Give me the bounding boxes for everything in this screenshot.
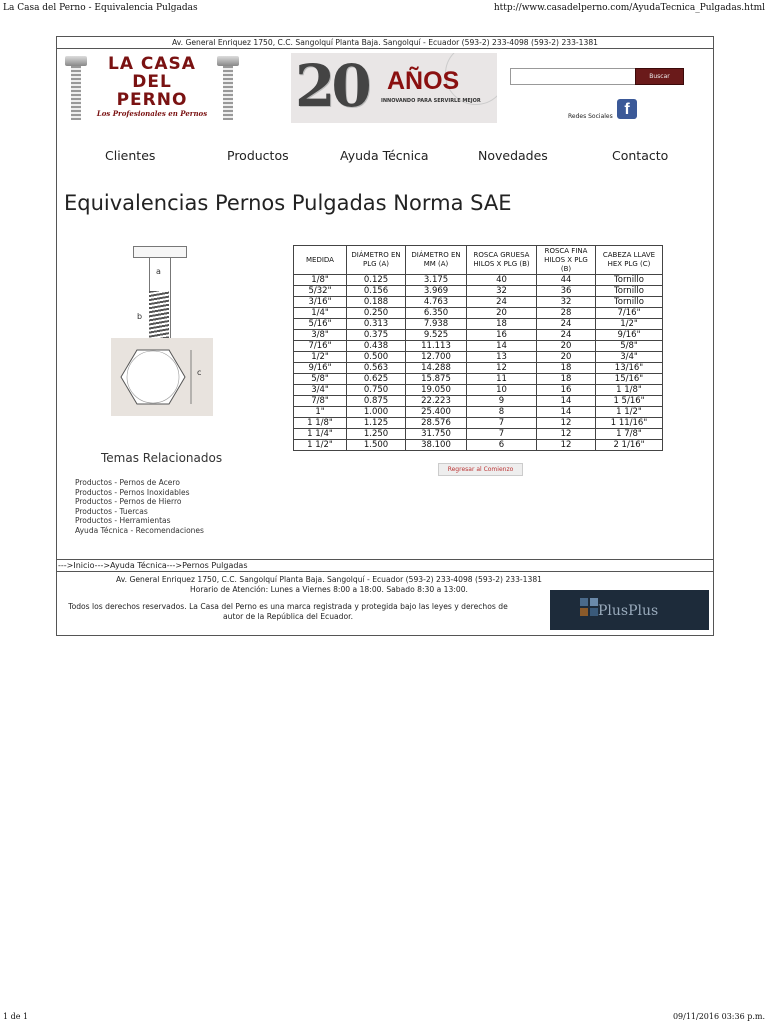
table-cell: Tornillo [596, 297, 663, 308]
print-url: http://www.casadelperno.com/AyudaTecnica_Pulgadas.html [493, 3, 765, 13]
nav-ayuda-tecnica[interactable]: Ayuda Técnica [340, 148, 429, 163]
table-cell: 0.500 [347, 352, 406, 363]
table-cell: 40 [467, 275, 537, 286]
table-row [294, 363, 663, 374]
table-cell: 1" [294, 407, 347, 418]
footer-address [57, 575, 601, 595]
table-cell: 3/16" [294, 297, 347, 308]
table-cell: 12.700 [406, 352, 467, 363]
table-cell: 1 5/16" [596, 396, 663, 407]
table-cell: 7.938 [406, 319, 467, 330]
logo-line-2: DEL [132, 72, 172, 92]
print-header [0, 0, 768, 16]
table-row [294, 286, 663, 297]
table-row [294, 440, 663, 451]
table-cell: 13 [467, 352, 537, 363]
table-cell: 14 [537, 407, 596, 418]
hex-head-view [111, 338, 213, 416]
table-cell: 0.750 [347, 385, 406, 396]
table-cell: 7 [467, 418, 537, 429]
table-cell: 24 [537, 330, 596, 341]
table-cell: Tornillo [596, 286, 663, 297]
sponsor-logo[interactable] [550, 590, 709, 630]
related-link[interactable]: Productos - Pernos Inoxidables [75, 487, 190, 497]
anniversary-number: 20 [295, 53, 368, 120]
breadcrumb-text[interactable]: --->Inicio--->Ayuda Técnica--->Pernos Pulgadas [58, 561, 248, 570]
table-cell: 20 [537, 352, 596, 363]
table-cell: 6.350 [406, 308, 467, 319]
table-cell: 1.125 [347, 418, 406, 429]
table-cell: 38.100 [406, 440, 467, 451]
table-cell: 3/4" [596, 352, 663, 363]
table-cell: 5/32" [294, 286, 347, 297]
table-cell: 4.763 [406, 297, 467, 308]
table-cell: 7/16" [294, 341, 347, 352]
table-cell: 28 [537, 308, 596, 319]
anniversary-banner [291, 53, 497, 123]
search-button[interactable]: Buscar [635, 68, 684, 85]
table-row [294, 319, 663, 330]
table-row [294, 297, 663, 308]
table-cell: 0.188 [347, 297, 406, 308]
table-cell: 0.313 [347, 319, 406, 330]
footer-address-line: Av. General Enriquez 1750, C.C. Sangolquí Planta Baja. Sangolquí - Ecuador (593-2) 233-4098 (593-2) 233-1381 [116, 575, 542, 584]
related-link[interactable]: Ayuda Técnica - Recomendaciones [75, 525, 204, 535]
logo-square-icon [580, 608, 588, 616]
table-cell: 1 7/8" [596, 429, 663, 440]
table-cell: 1.250 [347, 429, 406, 440]
table-cell: 3.175 [406, 275, 467, 286]
table-cell: 28.576 [406, 418, 467, 429]
print-datetime: 09/11/2016 03:36 p.m. [672, 1012, 765, 1021]
table-cell: 1 1/8" [596, 385, 663, 396]
table-cell: 1 1/2" [294, 440, 347, 451]
table-cell: 11 [467, 374, 537, 385]
table-cell: 0.625 [347, 374, 406, 385]
bolt-icon [217, 56, 239, 120]
table-row [294, 275, 663, 286]
table-cell: 31.750 [406, 429, 467, 440]
anniversary-subtitle: INNOVANDO PARA SERVIRLE MEJOR [381, 98, 481, 104]
related-topics-title: Temas Relacionados [101, 451, 223, 465]
table-cell: 12 [537, 429, 596, 440]
column-header: DIÁMETRO EN MM (A) [406, 246, 467, 275]
related-link[interactable]: Productos - Pernos de Hierro [75, 497, 182, 507]
column-header: ROSCA GRUESA HILOS X PLG (B) [467, 246, 537, 275]
table-cell: 14 [467, 341, 537, 352]
table-cell: 12 [467, 363, 537, 374]
table-cell: 1/2" [596, 319, 663, 330]
bolt-diagram [105, 243, 217, 418]
table-cell: 32 [537, 297, 596, 308]
table-row [294, 418, 663, 429]
table-cell: 20 [467, 308, 537, 319]
table-row [294, 407, 663, 418]
table-cell: 44 [537, 275, 596, 286]
table-cell: 1 1/4" [294, 429, 347, 440]
label-c: c [197, 368, 202, 377]
table-row [294, 308, 663, 319]
table-cell: 3.969 [406, 286, 467, 297]
logo-square-icon [590, 608, 598, 616]
footer-hours: Horario de Atención: Lunes a Viernes 8:00 a 18:00. Sabado 8:30 a 13:00. [190, 585, 468, 594]
bolt-icon [65, 56, 87, 120]
label-a: a [156, 267, 161, 276]
logo-line-1: LA CASA [108, 54, 196, 74]
footer-rights: Todos los derechos reservados. La Casa del Perno es una marca registrada y protegida bajo las leyes y derechos de autor de la República del Ecuador. [68, 602, 508, 621]
back-to-top-button[interactable]: Regresar al Comienzo [438, 463, 523, 476]
table-cell: 9.525 [406, 330, 467, 341]
table-cell: 1 11/16" [596, 418, 663, 429]
table-row [294, 429, 663, 440]
related-link[interactable]: Productos - Pernos de Acero [75, 478, 180, 487]
page-title: Equivalencias Pernos Pulgadas Norma SAE [64, 191, 512, 215]
sponsor-name: PlusPlus [598, 603, 659, 619]
table-cell: 0.125 [347, 275, 406, 286]
table-cell: Tornillo [596, 275, 663, 286]
table-cell: 12 [537, 418, 596, 429]
table-cell: 7/8" [294, 396, 347, 407]
table-cell: 15.875 [406, 374, 467, 385]
facebook-icon[interactable]: f [617, 99, 637, 119]
table-cell: 14.288 [406, 363, 467, 374]
table-cell: 20 [537, 341, 596, 352]
table-cell: 1 1/8" [294, 418, 347, 429]
logo-square-icon [580, 598, 588, 606]
table-cell: 15/16" [596, 374, 663, 385]
table-cell: 5/8" [294, 374, 347, 385]
table-cell: 16 [537, 385, 596, 396]
table-cell: 0.375 [347, 330, 406, 341]
table-cell: 5/16" [294, 319, 347, 330]
table-row [294, 352, 663, 363]
table-cell: 0.250 [347, 308, 406, 319]
search-input[interactable] [510, 68, 639, 85]
nav-productos[interactable]: Productos [227, 148, 289, 163]
table-cell: 1.500 [347, 440, 406, 451]
label-b: b [137, 312, 143, 321]
table-cell: 16 [467, 330, 537, 341]
table-cell: 9/16" [596, 330, 663, 341]
table-cell: 3/8" [294, 330, 347, 341]
column-header: MEDIDA [294, 246, 347, 275]
table-row [294, 330, 663, 341]
table-cell: 5/8" [596, 341, 663, 352]
table-cell: 9/16" [294, 363, 347, 374]
table-cell: 1/4" [294, 308, 347, 319]
column-header: ROSCA FINA HILOS X PLG (B) [537, 246, 596, 275]
table-cell: 0.156 [347, 286, 406, 297]
top-address: Av. General Enriquez 1750, C.C. Sangolquí Planta Baja. Sangolquí - Ecuador (593-2) 233-4098 (593-2) 233-1381 [57, 37, 713, 49]
logo-tagline: Los Profesionales en Pernos [96, 109, 208, 118]
table-cell: 0.438 [347, 341, 406, 352]
equivalence-table [293, 245, 663, 451]
table-cell: 0.563 [347, 363, 406, 374]
table-cell: 0.875 [347, 396, 406, 407]
table-cell: 11.113 [406, 341, 467, 352]
anniversary-label: AÑOS [387, 67, 460, 95]
related-link[interactable]: Productos - Herramientas [75, 516, 171, 526]
table-cell: 18 [537, 363, 596, 374]
print-title: La Casa del Perno - Equivalencia Pulgadas [3, 3, 198, 13]
table-cell: 18 [537, 374, 596, 385]
social-label: Redes Sociales [568, 113, 613, 120]
table-cell: 14 [537, 396, 596, 407]
related-topics-list [75, 478, 204, 536]
table-cell: 6 [467, 440, 537, 451]
table-row [294, 374, 663, 385]
nav-contacto[interactable]: Contacto [612, 148, 669, 163]
breadcrumb[interactable] [57, 559, 713, 572]
related-link[interactable]: Productos - Tuercas [75, 506, 148, 516]
table-cell: 7 [467, 429, 537, 440]
logo-square-icon [590, 598, 598, 606]
table-row [294, 341, 663, 352]
table-cell: 1/2" [294, 352, 347, 363]
column-header: CABEZA LLAVE HEX PLG (C) [596, 246, 663, 275]
table-cell: 10 [467, 385, 537, 396]
column-header: DIÁMETRO EN PLG (A) [347, 246, 406, 275]
table-cell: 24 [467, 297, 537, 308]
table-cell: 1/8" [294, 275, 347, 286]
logo-line-3: PERNO [116, 90, 188, 110]
table-cell: 7/16" [596, 308, 663, 319]
print-footer [0, 1010, 768, 1024]
table-cell: 32 [467, 286, 537, 297]
table-cell: 25.400 [406, 407, 467, 418]
nav-novedades[interactable]: Novedades [478, 148, 548, 163]
table-cell: 24 [537, 319, 596, 330]
table-cell: 19.050 [406, 385, 467, 396]
web-page [56, 36, 714, 636]
table-row [294, 385, 663, 396]
table-cell: 8 [467, 407, 537, 418]
table-cell: 22.223 [406, 396, 467, 407]
table-row [294, 396, 663, 407]
table-cell: 9 [467, 396, 537, 407]
print-page: 1 de 1 [3, 1012, 29, 1021]
nav-clientes[interactable]: Clientes [105, 148, 156, 163]
table-cell: 1.000 [347, 407, 406, 418]
bolt-thread-shape [149, 291, 169, 339]
table-cell: 12 [537, 440, 596, 451]
table-cell: 3/4" [294, 385, 347, 396]
table-cell: 13/16" [596, 363, 663, 374]
site-logo[interactable] [65, 54, 239, 122]
table-cell: 36 [537, 286, 596, 297]
table-cell: 18 [467, 319, 537, 330]
table-cell: 2 1/16" [596, 440, 663, 451]
table-cell: 1 1/2" [596, 407, 663, 418]
